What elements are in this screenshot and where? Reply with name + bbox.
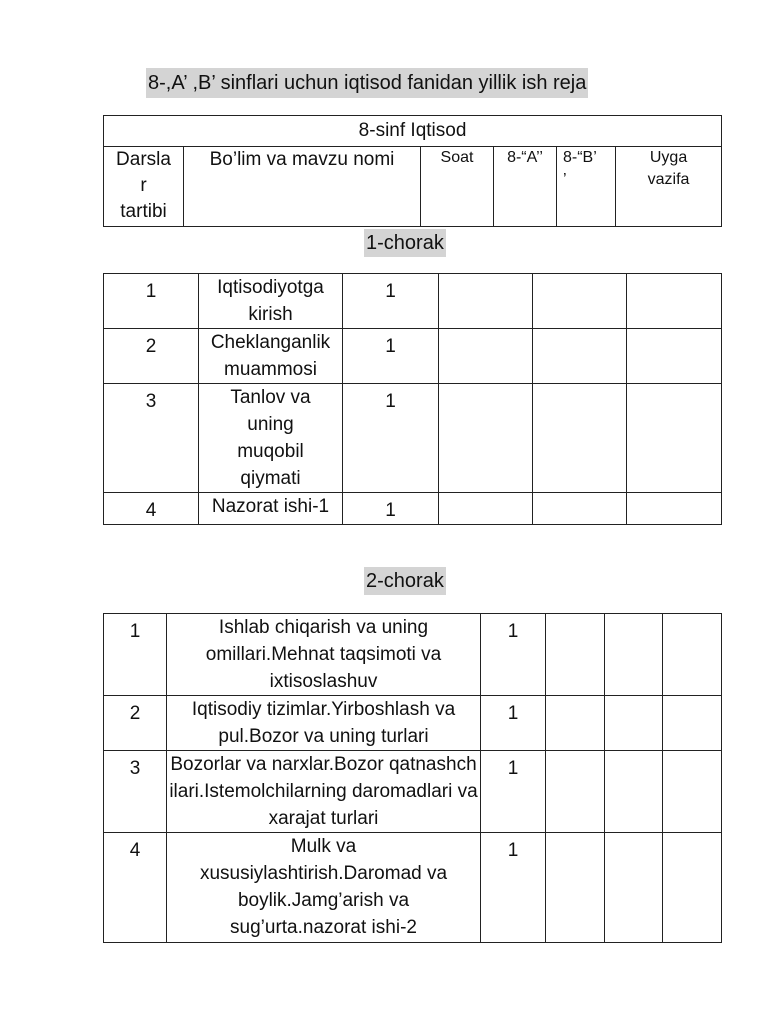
quarter1-label: 1-chorak — [364, 229, 446, 257]
header-lesson-order-line: tartibi — [120, 201, 167, 222]
table-row — [104, 493, 722, 525]
header-class-a: 8-“A’’ — [494, 147, 557, 227]
header-hours: Soat — [421, 147, 494, 227]
header-lesson-order — [104, 147, 184, 227]
table-row — [104, 614, 722, 696]
row-number: 3 — [104, 751, 167, 833]
row-topic: Mulk va xususiylashtirish.Daromad va boylik.Jamg’arish va sug’urta.nazorat ishi-2 — [167, 833, 481, 943]
row-homework-cell — [663, 696, 722, 751]
row-topic: Bozorlar va narxlar.Bozor qatnashchilari.Istemolchilarning daromadlari va xarajat turlari — [167, 751, 481, 833]
row-topic: Cheklanganlik muammosi — [199, 329, 343, 384]
table-row — [104, 833, 722, 943]
row-class-a-cell — [439, 493, 533, 525]
page-title: 8-,A’ ,B’ sinflari uchun iqtisod fanidan yillik ish reja — [146, 68, 588, 98]
row-hours: 1 — [343, 274, 439, 329]
table-caption: 8-sinf Iqtisod — [104, 116, 722, 147]
row-hours: 1 — [343, 384, 439, 493]
row-class-a-cell — [546, 751, 605, 833]
row-number: 2 — [104, 696, 167, 751]
row-class-b-cell — [605, 751, 663, 833]
header-topic-name: Bo’lim va mavzu nomi — [184, 147, 421, 227]
quarter2-label: 2-chorak — [364, 567, 446, 595]
row-class-b-cell — [605, 614, 663, 696]
row-class-b-cell — [533, 384, 627, 493]
header-homework-line: Uyga — [649, 149, 688, 166]
table-row — [104, 274, 722, 329]
row-topic: Nazorat ishi-1 — [199, 493, 343, 525]
row-homework-cell — [627, 493, 722, 525]
row-class-a-cell — [546, 614, 605, 696]
row-topic: Ishlab chiqarish va uning omillari.Mehnat taqsimoti va ixtisoslashuv — [167, 614, 481, 696]
row-class-b-cell — [533, 329, 627, 384]
quarter1-table — [103, 273, 722, 525]
row-number: 2 — [104, 329, 199, 384]
row-class-b-cell — [605, 696, 663, 751]
row-homework-cell — [627, 329, 722, 384]
row-class-a-cell — [439, 274, 533, 329]
row-number: 4 — [104, 833, 167, 943]
row-number: 1 — [104, 614, 167, 696]
row-homework-cell — [627, 274, 722, 329]
quarter2-table — [103, 613, 722, 943]
table-row — [104, 329, 722, 384]
row-hours: 1 — [481, 751, 546, 833]
header-lesson-order-line: r — [140, 175, 147, 196]
row-hours: 1 — [343, 493, 439, 525]
header-class-b-line: 8-“B’ — [563, 149, 597, 166]
row-class-a-cell — [439, 384, 533, 493]
row-hours: 1 — [481, 614, 546, 696]
row-hours: 1 — [481, 833, 546, 943]
header-table — [103, 115, 722, 227]
row-number: 3 — [104, 384, 199, 493]
row-class-a-cell — [439, 329, 533, 384]
row-number: 4 — [104, 493, 199, 525]
row-homework-cell — [663, 751, 722, 833]
header-homework-line: vazifa — [647, 171, 690, 188]
row-topic: Tanlov va uning muqobil qiymati — [199, 384, 343, 493]
header-class-b — [557, 147, 616, 227]
row-topic: Iqtisodiy tizimlar.Yirboshlash va pul.Bozor va uning turlari — [167, 696, 481, 751]
header-lesson-order-line: Darsla — [116, 149, 171, 170]
row-class-b-cell — [533, 274, 627, 329]
row-hours: 1 — [343, 329, 439, 384]
row-topic: Iqtisodiyotga kirish — [199, 274, 343, 329]
row-class-b-cell — [533, 493, 627, 525]
table-row — [104, 384, 722, 493]
header-class-b-line: ’ — [563, 171, 567, 188]
row-homework-cell — [627, 384, 722, 493]
row-homework-cell — [663, 833, 722, 943]
row-class-b-cell — [605, 833, 663, 943]
row-homework-cell — [663, 614, 722, 696]
row-class-a-cell — [546, 696, 605, 751]
table-row — [104, 696, 722, 751]
row-hours: 1 — [481, 696, 546, 751]
row-class-a-cell — [546, 833, 605, 943]
header-homework — [616, 147, 722, 227]
table-row — [104, 751, 722, 833]
row-number: 1 — [104, 274, 199, 329]
